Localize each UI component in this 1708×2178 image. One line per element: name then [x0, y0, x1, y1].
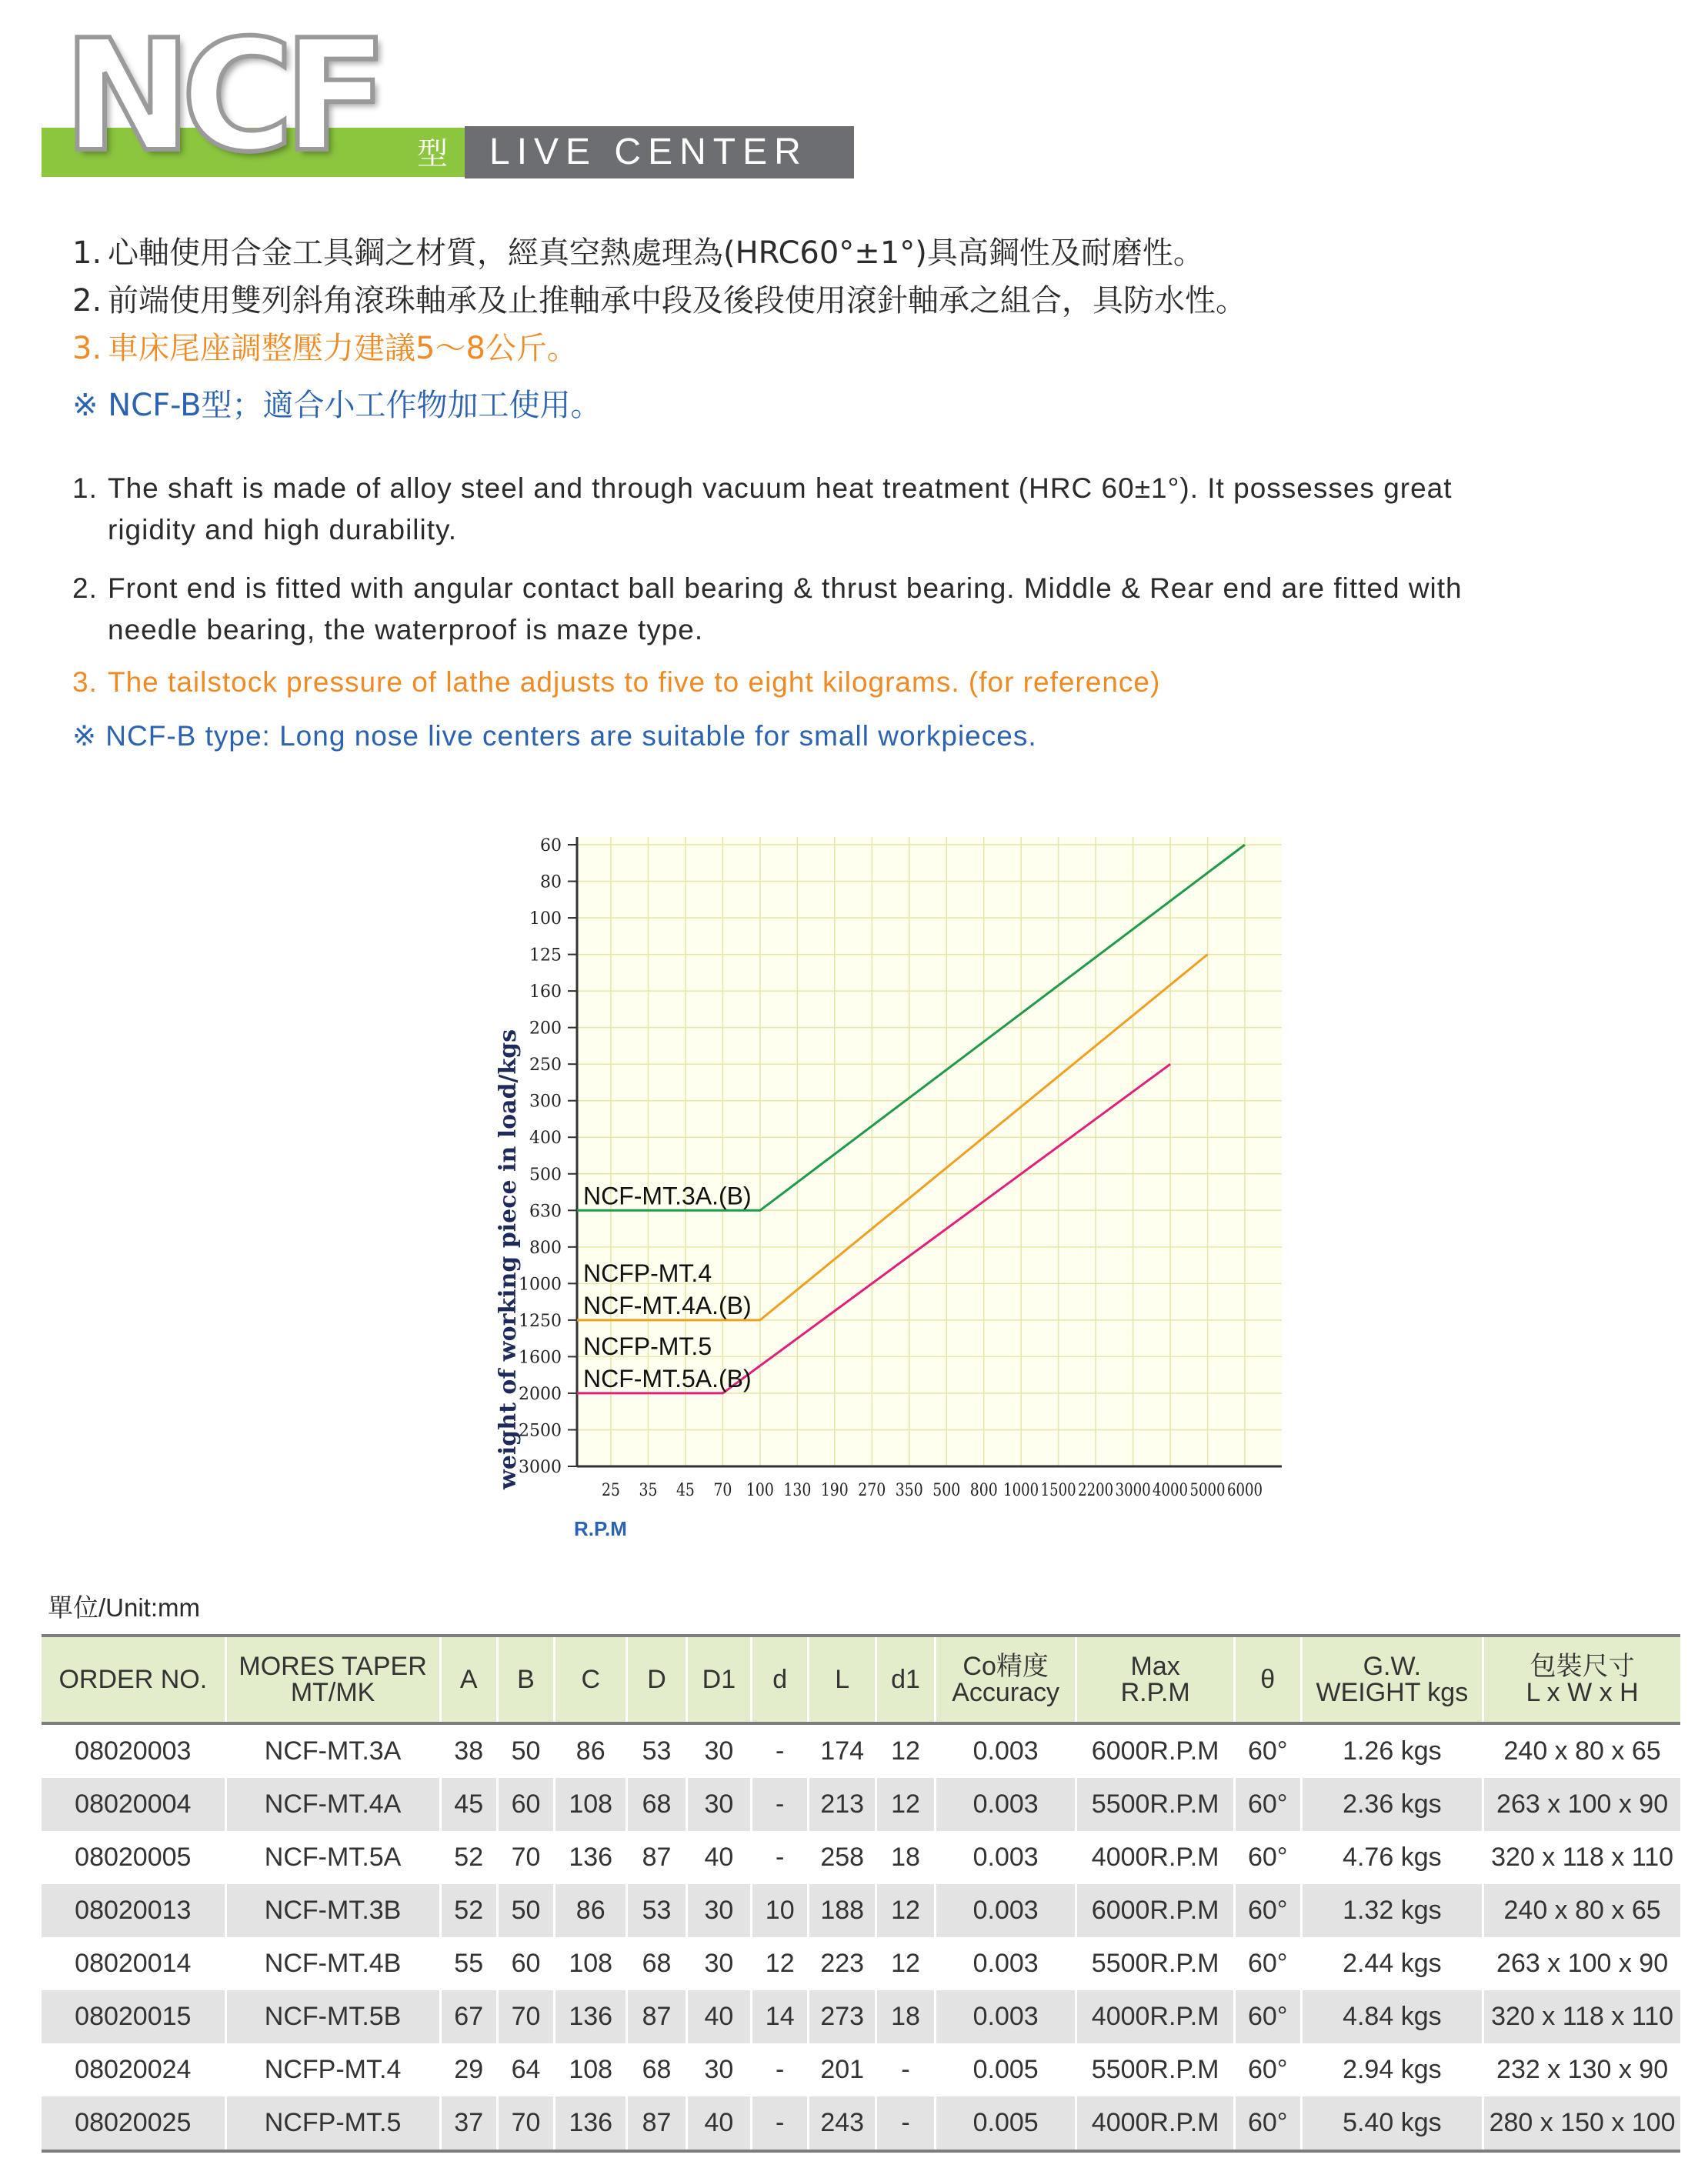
table-cell: 14: [752, 1990, 809, 2043]
table-cell: 50: [497, 1884, 554, 1937]
y-tick-label: 500: [529, 1165, 562, 1185]
table-cell: NCF-MT.4B: [225, 1937, 440, 1990]
x-tick-label: 190: [820, 1481, 849, 1500]
header-cell: A: [440, 1636, 497, 1723]
y-tick-label: 80: [540, 872, 562, 892]
table-cell: 4000R.P.M: [1076, 1831, 1234, 1884]
table-cell: 240 x 80 x 65: [1483, 1723, 1680, 1778]
table-cell: 68: [627, 1778, 686, 1831]
header-cell: G.W. WEIGHT kgs: [1301, 1636, 1483, 1723]
header-cell: Co精度 Accuracy: [935, 1636, 1076, 1723]
table-cell: -: [752, 1778, 809, 1831]
ncf-logo: NCF: [63, 7, 378, 186]
table-cell: NCFP-MT.4: [225, 2043, 440, 2096]
table-cell: 87: [627, 1831, 686, 1884]
x-tick-label: 1000: [1003, 1481, 1039, 1500]
zh-note: ※ NCF-B型；適合小工作物加工使用。: [72, 388, 602, 423]
table-cell: 68: [627, 2043, 686, 2096]
y-tick-label: 630: [529, 1202, 562, 1222]
x-tick-label: 350: [895, 1481, 923, 1500]
table-cell: 29: [440, 2043, 497, 2096]
table-cell: NCFP-MT.5: [225, 2096, 440, 2151]
table-cell: NCF-MT.3B: [225, 1884, 440, 1937]
table-cell: 64: [497, 2043, 554, 2096]
table-cell: 0.003: [935, 1723, 1076, 1778]
table-cell: 18: [876, 1831, 936, 1884]
x-axis-label: R.P.M: [574, 1517, 627, 1540]
y-axis-label: weight of working piece in load/kgs: [495, 1029, 522, 1489]
table-cell: 08020024: [75, 2055, 192, 2084]
table-cell: 243: [809, 2096, 876, 2151]
spec-table: [42, 1634, 1680, 2153]
table-cell: 60°: [1234, 2043, 1301, 2096]
table-cell: 86: [555, 1884, 627, 1937]
x-tick-label: 3000: [1115, 1481, 1151, 1500]
table-cell: 45: [440, 1778, 497, 1831]
table-cell: 37: [440, 2096, 497, 2151]
table-row: [42, 1831, 1680, 1884]
table-cell: 5500R.P.M: [1076, 2043, 1234, 2096]
header-cell: ORDER NO.: [42, 1636, 225, 1723]
zh-line-3: 3. 車床尾座調整壓力建議5～8公斤。: [72, 331, 578, 366]
y-tick-label: 1250: [519, 1311, 562, 1331]
table-cell: 53: [627, 1884, 686, 1937]
table-row: [42, 1937, 1680, 1990]
table-cell: NCF-MT.4A: [225, 1778, 440, 1831]
table-cell: -: [752, 1831, 809, 1884]
header-cell: B: [497, 1636, 554, 1723]
table-cell: 86: [555, 1723, 627, 1778]
x-tick-label: 1500: [1040, 1481, 1076, 1500]
table-cell: 263 x 100 x 90: [1483, 1937, 1680, 1990]
y-tick-label: 800: [529, 1238, 562, 1258]
x-tick-label: 35: [639, 1481, 658, 1500]
table-cell: 0.003: [935, 1778, 1076, 1831]
table-row: [42, 2043, 1680, 2096]
header-cell: L: [809, 1636, 876, 1723]
x-tick-label: 130: [783, 1481, 812, 1500]
table-cell: 70: [497, 1990, 554, 2043]
table-cell: 136: [555, 2096, 627, 2151]
y-tick-label: 400: [529, 1129, 562, 1149]
header-cell: d: [752, 1636, 809, 1723]
table-cell: 5500R.P.M: [1076, 1778, 1234, 1831]
table-cell: 2.44 kgs: [1301, 1937, 1483, 1990]
table-cell: 2.94 kgs: [1301, 2043, 1483, 2096]
table-cell: 30: [686, 1723, 751, 1778]
table-cell: 0.005: [935, 2096, 1076, 2151]
table-cell: 08020003: [75, 1736, 192, 1766]
table-cell: 60°: [1234, 1937, 1301, 1990]
table-cell: 30: [686, 2043, 751, 2096]
table-cell: 52: [440, 1884, 497, 1937]
table-row: [42, 1778, 1680, 1831]
x-tick-label: 6000: [1227, 1481, 1263, 1500]
table-cell: 87: [627, 1990, 686, 2043]
series-label: NCF-MT.3A.(B): [583, 1182, 752, 1210]
table-cell: 6000R.P.M: [1076, 1884, 1234, 1937]
table-cell: 4.76 kgs: [1301, 1831, 1483, 1884]
table-cell: 0.003: [935, 1937, 1076, 1990]
header-cell: C: [555, 1636, 627, 1723]
y-tick-label: 60: [540, 836, 562, 856]
x-tick-label: 4000: [1153, 1481, 1189, 1500]
series-label: NCF-MT.4A.(B): [583, 1291, 752, 1319]
table-cell: -: [876, 2096, 936, 2151]
header-cell: θ: [1234, 1636, 1301, 1723]
table-cell: -: [752, 2096, 809, 2151]
table-cell: 4000R.P.M: [1076, 2096, 1234, 2151]
table-cell: 5500R.P.M: [1076, 1937, 1234, 1990]
table-cell: 1.32 kgs: [1301, 1884, 1483, 1937]
y-tick-label: 125: [529, 946, 562, 966]
header-cell: d1: [876, 1636, 936, 1723]
table-cell: 174: [809, 1723, 876, 1778]
table-cell: 40: [686, 1990, 751, 2043]
table-cell: 60°: [1234, 1831, 1301, 1884]
table-cell: -: [752, 2043, 809, 2096]
table-cell: 55: [440, 1937, 497, 1990]
table-cell: 70: [497, 1831, 554, 1884]
y-tick-label: 300: [529, 1092, 562, 1112]
zh-line-2: 2. 前端使用雙列斜角滾珠軸承及止推軸承中段及後段使用滾針軸承之組合，具防水性。: [72, 283, 1246, 319]
load-rpm-chart: [462, 815, 1308, 1554]
zh-line-1: 1. 心軸使用合金工具鋼之材質，經真空熱處理為(HRC60°±1°)具高鋼性及耐磨性。: [72, 235, 1204, 271]
table-cell: 108: [555, 1937, 627, 1990]
table-row: [42, 1723, 1680, 1778]
table-cell: NCF-MT.5A: [225, 1831, 440, 1884]
en-line-1: 1. The shaft is made of alloy steel and through vacuum heat treatment (HRC 60±1°). It possesses great rigidity and high durability.: [72, 472, 1453, 545]
table-cell: 0.003: [935, 1831, 1076, 1884]
header-cell: D: [627, 1636, 686, 1723]
table-cell: 60°: [1234, 1990, 1301, 2043]
header-cell: D1: [686, 1636, 751, 1723]
table-cell: 38: [440, 1723, 497, 1778]
table-cell: 188: [809, 1884, 876, 1937]
table-cell: 12: [876, 1884, 936, 1937]
page-header: [42, 7, 819, 186]
table-cell: 223: [809, 1937, 876, 1990]
en-line-3: 3. The tailstock pressure of lathe adjusts to five to eight kilograms. (for reference): [72, 666, 1161, 698]
table-cell: 08020004: [42, 1778, 225, 1831]
type-char: 型: [417, 136, 448, 172]
y-tick-label: 1000: [519, 1275, 562, 1295]
header-cell: Max R.P.M: [1076, 1636, 1234, 1723]
table-cell: 30: [686, 1778, 751, 1831]
table-cell: -: [752, 1723, 809, 1778]
table-cell: 0.005: [935, 2043, 1076, 2096]
y-tick-label: 2500: [519, 1421, 562, 1441]
table-cell: NCF-MT.5B: [225, 1990, 440, 2043]
table-cell: 52: [440, 1831, 497, 1884]
header-cell: MORES TAPER MT/MK: [225, 1636, 440, 1723]
table-cell: 12: [752, 1937, 809, 1990]
header-cell: 包裝尺寸 L x W x H: [1483, 1636, 1680, 1723]
x-tick-label: 2200: [1078, 1481, 1114, 1500]
table-cell: 5.40 kgs: [1301, 2096, 1483, 2151]
table-cell: 258: [809, 1831, 876, 1884]
table-cell: 30: [686, 1884, 751, 1937]
table-cell: 108: [555, 2043, 627, 2096]
table-cell: 136: [555, 1831, 627, 1884]
y-tick-label: 250: [529, 1056, 562, 1076]
table-cell: 4.84 kgs: [1301, 1990, 1483, 2043]
table-cell: 4000R.P.M: [1076, 1990, 1234, 2043]
table-cell: -: [876, 2043, 936, 2096]
table-cell: 40: [686, 2096, 751, 2151]
table-body: [42, 1723, 1680, 2151]
table-cell: 67: [440, 1990, 497, 2043]
en-note: ※ NCF-B type: Long nose live centers are suitable for small workpieces.: [72, 720, 1037, 752]
table-cell: 40: [686, 1831, 751, 1884]
series-label: NCFP-MT.4: [583, 1259, 712, 1287]
table-cell: 232 x 130 x 90: [1483, 2043, 1680, 2096]
table-cell: 60: [497, 1937, 554, 1990]
table-cell: 213: [809, 1778, 876, 1831]
table-cell: 108: [555, 1778, 627, 1831]
table-cell: 08020014: [75, 1949, 192, 1978]
x-tick-label: 500: [932, 1481, 961, 1500]
table-cell: 30: [686, 1937, 751, 1990]
table-cell: 12: [876, 1723, 936, 1778]
table-cell: 0.003: [935, 1884, 1076, 1937]
table-cell: 263 x 100 x 90: [1483, 1778, 1680, 1831]
table-cell: 60°: [1234, 1778, 1301, 1831]
en-line-2: 2. Front end is fitted with angular contact ball bearing & thrust bearing. Middle & Rear end are fitted with needle bearing, the waterproof is maze type.: [72, 572, 1463, 645]
series-label: NCF-MT.5A.(B): [583, 1364, 752, 1393]
y-tick-label: 100: [529, 909, 562, 929]
table-cell: 273: [809, 1990, 876, 2043]
x-tick-label: 70: [713, 1481, 732, 1500]
x-tick-label: 800: [969, 1481, 998, 1500]
table-cell: 12: [876, 1778, 936, 1831]
table-cell: 60°: [1234, 1723, 1301, 1778]
y-tick-label: 200: [529, 1019, 562, 1039]
table-row: [42, 1990, 1680, 2043]
table-cell: 280 x 150 x 100: [1483, 2096, 1680, 2151]
table-cell: 136: [555, 1990, 627, 2043]
table-cell: 320 x 118 x 110: [1483, 1831, 1680, 1884]
x-tick-label: 270: [858, 1481, 886, 1500]
table-cell: 08020015: [42, 1990, 225, 2043]
table-cell: 60: [497, 1778, 554, 1831]
x-tick-label: 25: [602, 1481, 620, 1500]
table-cell: 12: [876, 1937, 936, 1990]
table-row: [42, 1884, 1680, 1937]
table-cell: 6000R.P.M: [1076, 1723, 1234, 1778]
x-tick-label: 45: [676, 1481, 695, 1500]
table-cell: 0.003: [935, 1990, 1076, 2043]
table-cell: 60°: [1234, 1884, 1301, 1937]
table-cell: 2.36 kgs: [1301, 1778, 1483, 1831]
table-cell: 08020025: [42, 2096, 225, 2151]
table-cell: 08020013: [42, 1884, 225, 1937]
table-cell: 53: [627, 1723, 686, 1778]
table-cell: 60°: [1234, 2096, 1301, 2151]
table-cell: 68: [627, 1937, 686, 1990]
y-tick-label: 160: [529, 982, 562, 1002]
page-title: LIVE CENTER: [489, 132, 808, 172]
table-cell: 50: [497, 1723, 554, 1778]
x-tick-label: 100: [746, 1481, 774, 1500]
table-cell: 10: [752, 1884, 809, 1937]
y-tick-label: 3000: [519, 1458, 562, 1477]
table-cell: 320 x 118 x 110: [1483, 1990, 1680, 2043]
x-tick-label: 5000: [1189, 1481, 1226, 1500]
table-cell: 201: [809, 2043, 876, 2096]
table-cell: 240 x 80 x 65: [1483, 1884, 1680, 1937]
unit-label: 單位/Unit:mm: [48, 1593, 200, 1622]
table-row: [42, 2096, 1680, 2151]
table-cell: 08020005: [75, 1843, 192, 1872]
table-cell: 70: [497, 2096, 554, 2151]
y-tick-label: 1600: [519, 1348, 562, 1368]
y-tick-label: 2000: [519, 1384, 562, 1404]
table-cell: 87: [627, 2096, 686, 2151]
series-label: NCFP-MT.5: [583, 1332, 712, 1360]
table-cell: 1.26 kgs: [1301, 1723, 1483, 1778]
table-header-row: [42, 1636, 1680, 1723]
table-cell: 18: [876, 1990, 936, 2043]
table-cell: NCF-MT.3A: [225, 1723, 440, 1778]
